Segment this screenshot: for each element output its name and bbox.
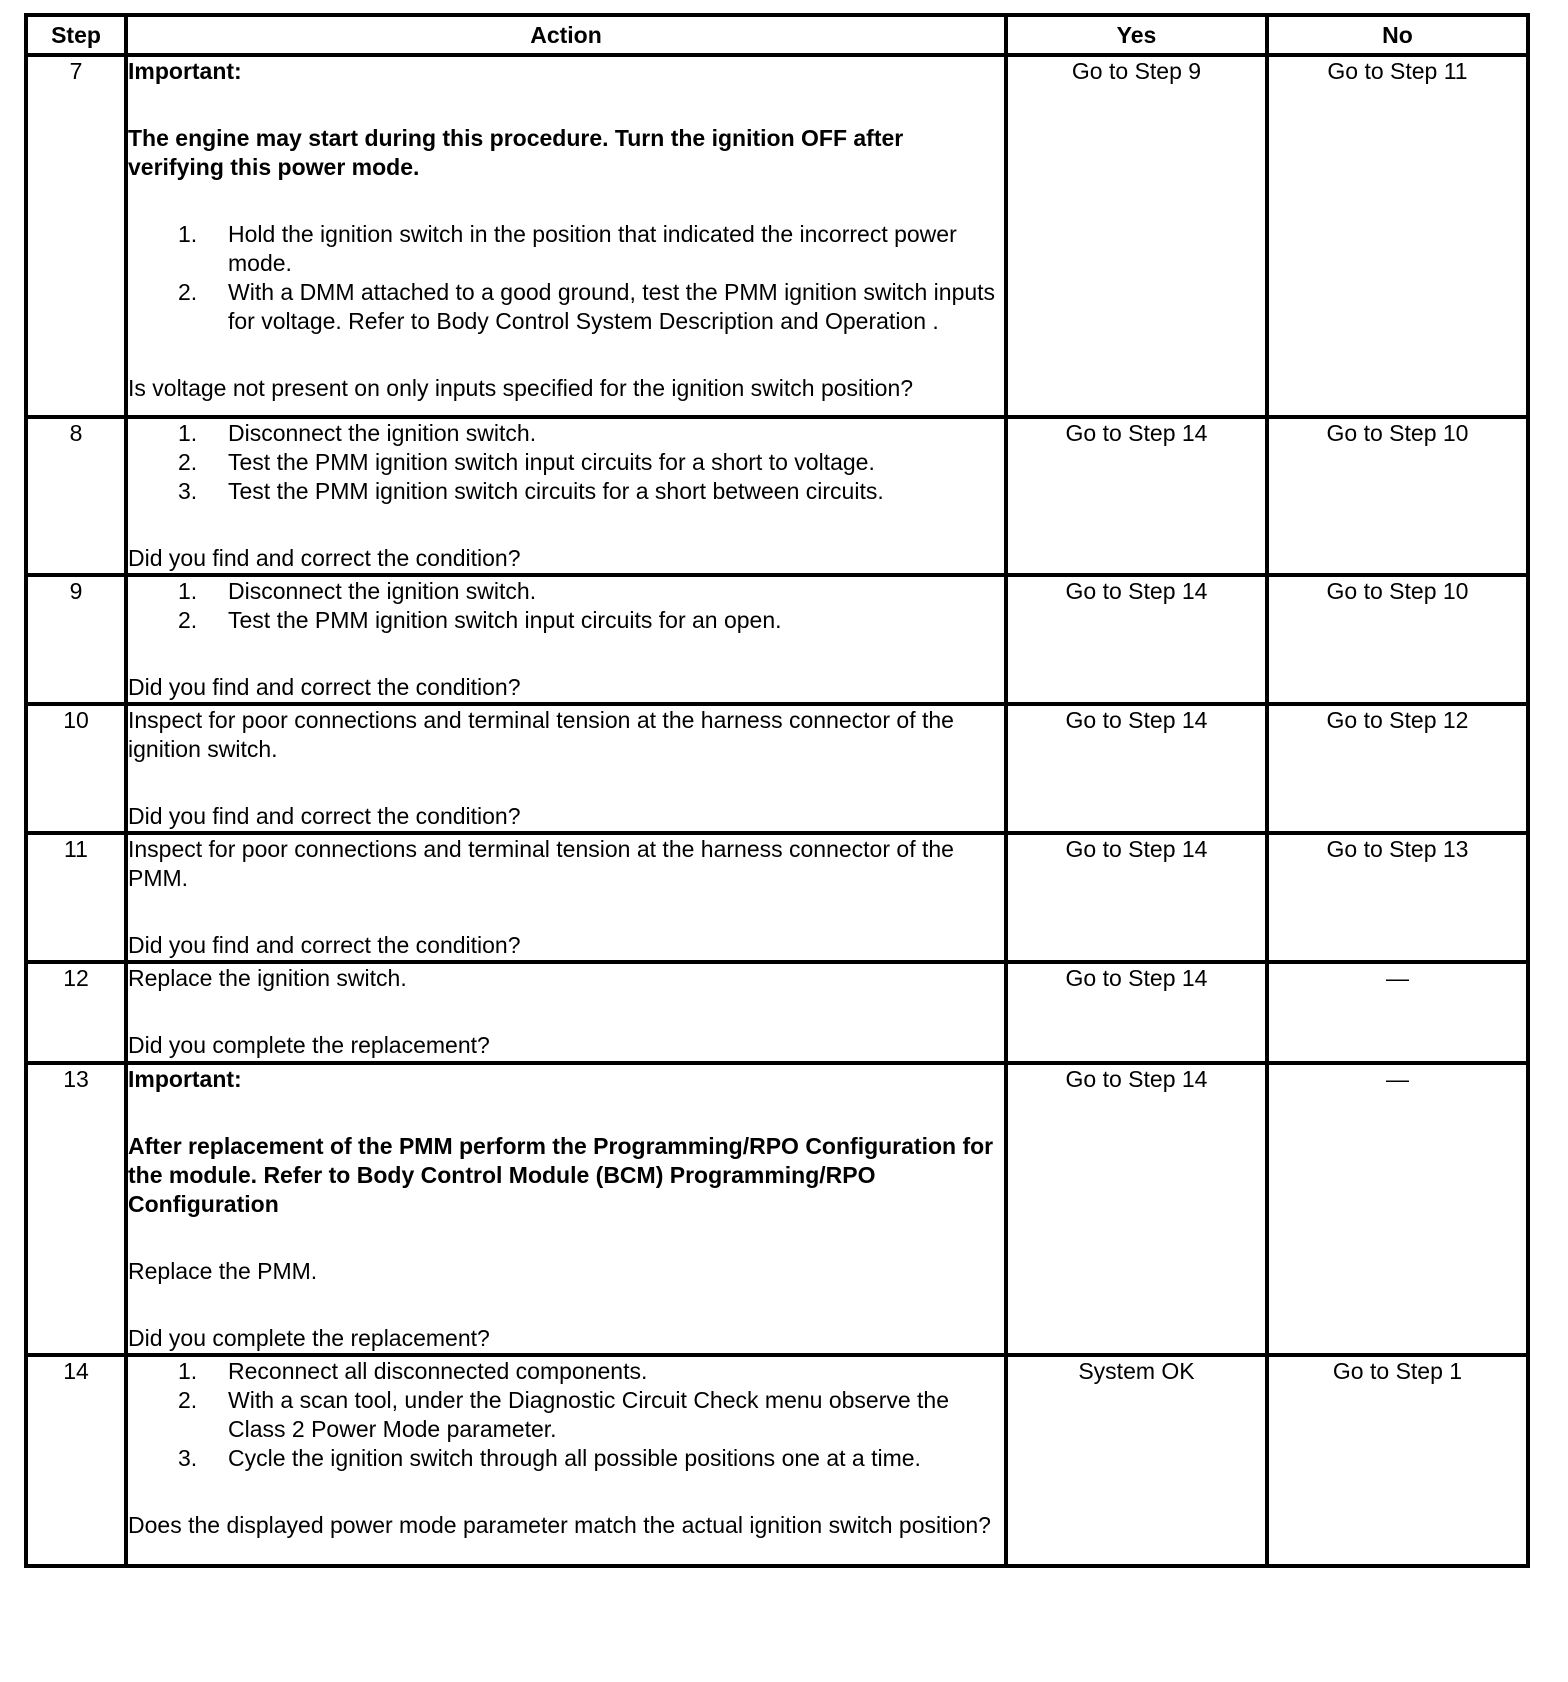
important-text: The engine may start during this procedure. Turn the ignition OFF after verifying this power mode. (128, 125, 904, 180)
list-item: 2. With a scan tool, under the Diagnostic Circuit Check menu observe the Class 2 Power Mode parameter. (178, 1387, 950, 1442)
list-item: 3. Test the PMM ignition switch circuits for a short between circuits. (178, 478, 884, 504)
step-number: 8 (26, 417, 126, 575)
action-cell (126, 417, 1006, 575)
question-text: Did you find and correct the condition? (128, 545, 521, 571)
question-text: Did you complete the replacement? (128, 1325, 490, 1351)
step-number: 7 (26, 55, 126, 417)
question-text: Does the displayed power mode parameter match the actual ignition switch position? (128, 1512, 991, 1538)
no-result: Go to Step 13 (1267, 833, 1528, 962)
action-cell (126, 704, 1006, 833)
yes-result: Go to Step 14 (1006, 704, 1267, 833)
diagnostic-table (24, 13, 1530, 1568)
table-row-step-11 (26, 833, 1528, 962)
no-result: Go to Step 12 (1267, 704, 1528, 833)
action-text: Inspect for poor connections and terminal tension at the harness connector of the ignition switch. (128, 707, 954, 762)
list-item: 1. Reconnect all disconnected components. (178, 1358, 648, 1384)
action-cell (126, 575, 1006, 704)
header-no: No (1267, 15, 1528, 55)
question-text: Did you complete the replacement? (128, 1032, 490, 1058)
step-list (128, 1357, 1004, 1473)
no-result: Go to Step 10 (1267, 575, 1528, 704)
yes-result: Go to Step 14 (1006, 833, 1267, 962)
table-row-step-12 (26, 962, 1528, 1063)
header-action: Action (126, 15, 1006, 55)
action-text: Replace the PMM. (128, 1258, 318, 1284)
step-number: 14 (26, 1355, 126, 1566)
list-item: 2. Test the PMM ignition switch input circuits for a short to voltage. (178, 449, 875, 475)
action-cell (126, 1355, 1006, 1566)
important-label: Important: (128, 1066, 242, 1092)
step-list (128, 577, 1004, 635)
header-yes: Yes (1006, 15, 1267, 55)
important-text: After replacement of the PMM perform the Programming/RPO Configuration for the module. Refer to Body Control Module (BCM) Programming/RPO Configuration (128, 1133, 994, 1217)
table-row-step-13 (26, 1063, 1528, 1355)
important-label: Important: (128, 58, 242, 84)
list-item: 1. Disconnect the ignition switch. (178, 578, 537, 604)
header-row (26, 15, 1528, 55)
no-result: — (1267, 962, 1528, 1063)
table-row-step-14 (26, 1355, 1528, 1566)
action-cell (126, 1063, 1006, 1355)
step-number: 10 (26, 704, 126, 833)
step-number: 9 (26, 575, 126, 704)
list-item: 1. Disconnect the ignition switch. (178, 420, 537, 446)
action-cell (126, 55, 1006, 417)
list-item: 3. Cycle the ignition switch through all possible positions one at a time. (178, 1445, 921, 1471)
action-cell (126, 833, 1006, 962)
action-text: Replace the ignition switch. (128, 965, 407, 991)
list-item: 2. With a DMM attached to a good ground, test the PMM ignition switch inputs for voltage. Refer to Body Control System Description and Operation . (178, 279, 996, 334)
no-result: Go to Step 11 (1267, 55, 1528, 417)
table-row-step-10 (26, 704, 1528, 833)
no-result: — (1267, 1063, 1528, 1355)
step-list (128, 220, 1004, 336)
header-step: Step (26, 15, 126, 55)
yes-result: System OK (1006, 1355, 1267, 1566)
step-number: 11 (26, 833, 126, 962)
action-text: Inspect for poor connections and terminal tension at the harness connector of the PMM. (128, 836, 954, 891)
question-text: Did you find and correct the condition? (128, 803, 521, 829)
step-list (128, 419, 1004, 506)
action-cell (126, 962, 1006, 1063)
yes-result: Go to Step 14 (1006, 417, 1267, 575)
no-result: Go to Step 10 (1267, 417, 1528, 575)
list-item: 2. Test the PMM ignition switch input circuits for an open. (178, 607, 782, 633)
table-row-step-9 (26, 575, 1528, 704)
table-row-step-8 (26, 417, 1528, 575)
question-text: Is voltage not present on only inputs specified for the ignition switch position? (128, 375, 914, 401)
yes-result: Go to Step 14 (1006, 575, 1267, 704)
no-result: Go to Step 1 (1267, 1355, 1528, 1566)
question-text: Did you find and correct the condition? (128, 932, 521, 958)
yes-result: Go to Step 14 (1006, 962, 1267, 1063)
yes-result: Go to Step 14 (1006, 1063, 1267, 1355)
step-number: 13 (26, 1063, 126, 1355)
list-item: 1. Hold the ignition switch in the position that indicated the incorrect power mode. (178, 221, 957, 276)
yes-result: Go to Step 9 (1006, 55, 1267, 417)
step-number: 12 (26, 962, 126, 1063)
question-text: Did you find and correct the condition? (128, 674, 521, 700)
table-row-step-7 (26, 55, 1528, 417)
